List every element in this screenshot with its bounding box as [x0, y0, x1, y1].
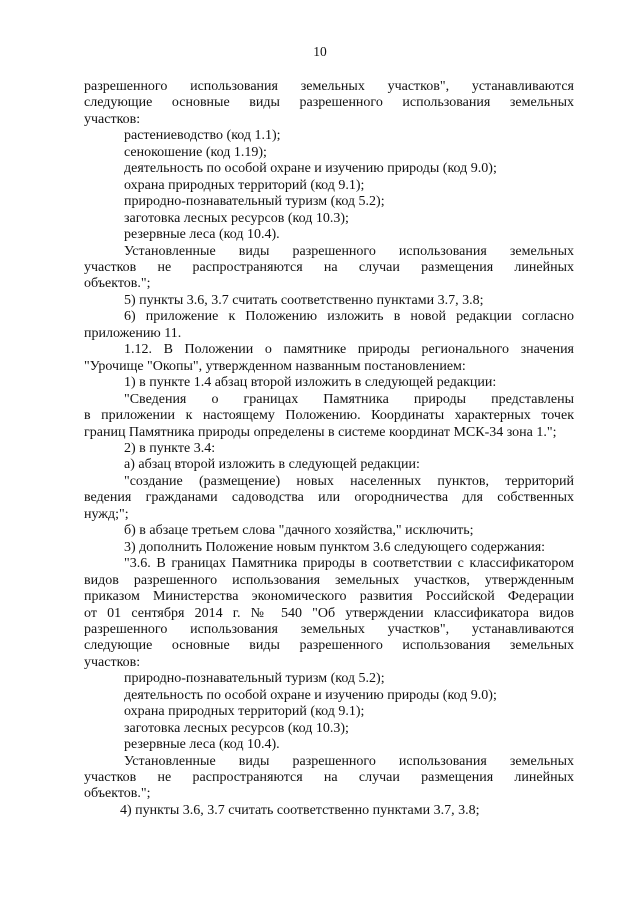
list-item: сенокошение (код 1.19);	[124, 144, 267, 160]
document-body	[84, 79, 574, 819]
list-item: деятельность по особой охране и изучению природы (код 9.0);	[124, 687, 497, 703]
paragraph-start: Установленные виды разрешенного использования земельных	[124, 243, 574, 259]
text-line: от 01 сентября 2014 г. № 540 "Об утверждении классификатора видов	[84, 605, 574, 621]
list-item: деятельность по особой охране и изучению природы (код 9.0);	[124, 161, 497, 177]
list-item: заготовка лесных ресурсов (код 10.3);	[124, 720, 349, 736]
text-line: следующие основные виды разрешенного использования земельных	[84, 638, 574, 654]
text-line: ведения гражданами садоводства или огородничества для собственных	[84, 490, 574, 506]
paragraph-start: 1.12. В Положении о памятнике природы регионального значения	[124, 342, 574, 358]
text-line: нужд;";	[84, 506, 129, 522]
list-item: 5) пункты 3.6, 3.7 считать соответственно пунктами 3.7, 3.8;	[124, 292, 484, 308]
text-line: участков:	[84, 654, 141, 670]
text-line: видов разрешенного использования земельных участков, утвержденным	[84, 572, 574, 588]
page-number: 10	[313, 44, 327, 59]
text-line: в приложении к настоящему Положению. Координаты характерных точек	[84, 408, 574, 424]
list-item: резервные леса (код 10.4).	[124, 227, 280, 243]
list-item: охрана природных территорий (код 9.1);	[124, 704, 365, 720]
text-line: участков не распространяются на случаи размещения линейных	[84, 259, 574, 275]
text-line: разрешенного использования земельных участков", устанавливаются	[84, 79, 574, 94]
paragraph-start: 6) приложение к Положению изложить в новой редакции согласно	[124, 309, 574, 325]
paragraph-start: 4) пункты 3.6, 3.7 считать соответственно пунктами 3.7, 3.8;	[120, 802, 480, 818]
text-line: границ Памятника природы определены в системе координат МСК-34 зона 1.";	[84, 424, 557, 440]
list-item: б) в абзаце третьем слова "дачного хозяйства," исключить;	[124, 523, 474, 539]
list-item: а) абзац второй изложить в следующей редакции:	[124, 457, 420, 473]
list-item: 3) дополнить Положение новым пунктом 3.6 следующего содержания:	[124, 539, 546, 555]
paragraph-start: "Сведения о границах Памятника природы представлены	[124, 391, 574, 407]
text-line: участков не распространяются на случаи размещения линейных	[84, 770, 574, 786]
list-item: природно-познавательный туризм (код 5.2);	[124, 194, 385, 210]
text-line: приказом Министерства экономического развития Российской Федерации	[84, 589, 574, 605]
text-line: приложению 11.	[84, 325, 182, 341]
paragraph-start: "создание (размещение) новых населенных пунктов, территорий	[124, 473, 574, 489]
paragraph-start: Установленные виды разрешенного использования земельных	[124, 753, 574, 769]
list-item: 1) в пункте 1.4 абзац второй изложить в следующей редакции:	[124, 375, 497, 391]
list-item: растениеводство (код 1.1);	[124, 128, 281, 144]
list-item: 2) в пункте 3.4:	[124, 440, 216, 456]
text-line: следующие основные виды разрешенного использования земельных	[84, 95, 574, 111]
text-line: "Урочище "Окопы", утвержденном названным постановлением:	[84, 358, 466, 374]
list-item: резервные леса (код 10.4).	[124, 737, 280, 753]
text-line: участков:	[84, 111, 141, 127]
text-line: разрешенного использования земельных участков", устанавливаются	[84, 621, 574, 637]
text-line: объектов.";	[84, 786, 151, 802]
paragraph-start: "3.6. В границах Памятника природы в соответствии с классификатором	[124, 556, 574, 572]
text-line: объектов.";	[84, 276, 151, 292]
list-item: охрана природных территорий (код 9.1);	[124, 177, 365, 193]
list-item: природно-познавательный туризм (код 5.2);	[124, 671, 385, 687]
list-item: заготовка лесных ресурсов (код 10.3);	[124, 210, 349, 226]
